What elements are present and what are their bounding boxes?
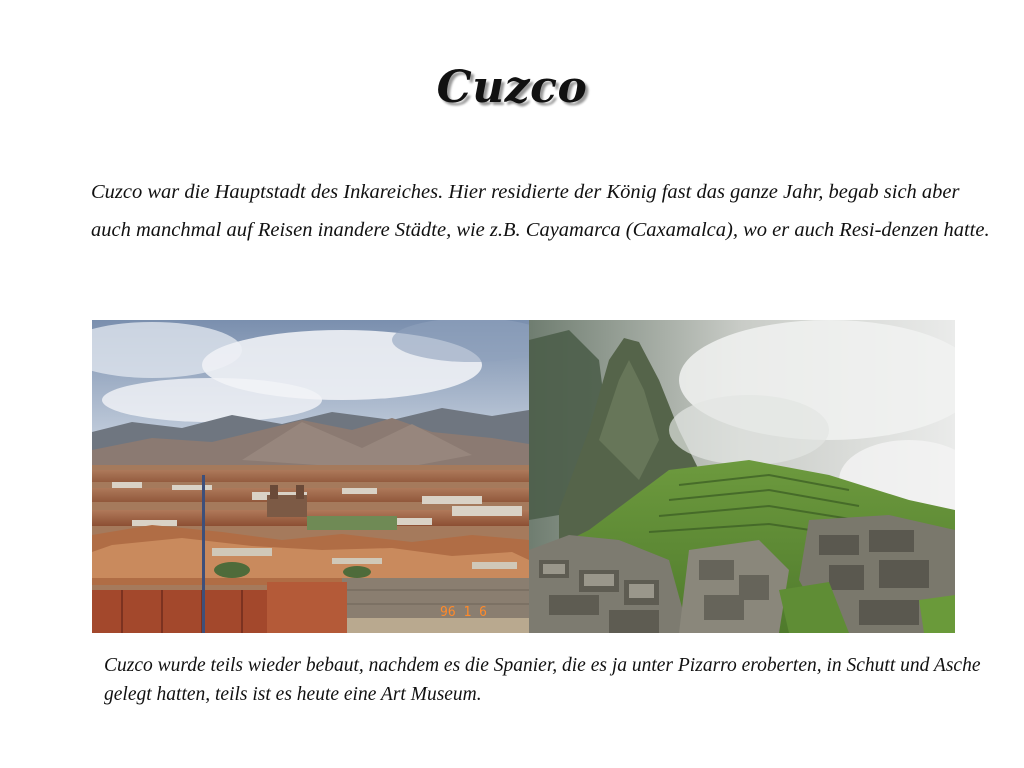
slide-title: Cuzco: [436, 62, 588, 113]
caption-paragraph: Cuzco wurde teils wieder bebaut, nachdem es die Spanier, die es ja unter Pizarro eroberten, in Schutt und Asche gelegt hatten, teils ist es heute eine Art Museum.: [104, 655, 981, 705]
inca-ruins-photo: [529, 320, 955, 633]
intro-paragraph: Cuzco war die Hauptstadt des Inkareiches. Hier residierte der König fast das ganze Jahr, begab sich aber auch manchmal auf Reisen inandere Städte, wie z.B. Cayamarca (Caxamalca), wo er auch Resi-denzen hatte.: [91, 181, 990, 241]
date-stamp: 96 1 6: [440, 605, 487, 620]
cuzco-city-photo: [92, 320, 529, 633]
